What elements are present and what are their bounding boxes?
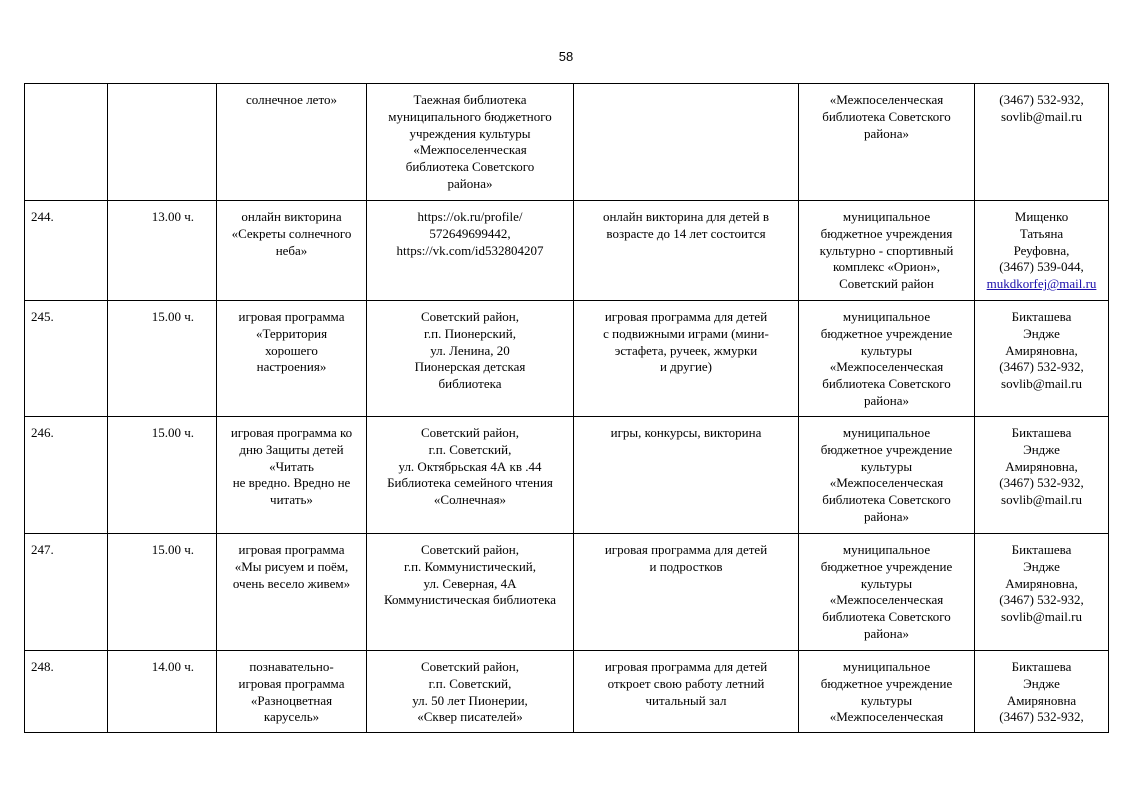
row-number: 246. [25,417,108,534]
event-title: познавательно- игровая программа «Разноцветная карусель» [217,651,367,733]
row-number: 244. [25,201,108,301]
table-row [25,84,1109,201]
contact-text: Бикташева Эндже Амиряновна, (3467) 532-932, sovlib@mail.ru [999,542,1084,625]
event-place: https://ok.ru/profile/ 572649699442, https://vk.com/id532804207 [367,201,574,301]
event-place: Советский район, г.п. Советский, ул. Октябрьская 4А кв .44 Библиотека семейного чтения «Солнечная» [367,417,574,534]
contact-text: (3467) 532-932, sovlib@mail.ru [999,92,1084,124]
event-contact [975,534,1109,651]
event-time: 14.00 ч. [108,651,217,733]
contact-text: Бикташева Эндже Амиряновна, (3467) 532-932, sovlib@mail.ru [999,309,1084,392]
event-description [574,84,799,201]
event-time: 15.00 ч. [108,534,217,651]
event-contact [975,651,1109,733]
page-number: 58 [558,49,574,64]
event-description: игровая программа для детей с подвижными играми (мини- эстафета, ручеек, жмурки и другие) [574,301,799,417]
event-title: игровая программа ко дню Защиты детей «Читать не вредно. Вредно не читать» [217,417,367,534]
event-organizer: муниципальное бюджетное учреждение культуры «Межпоселенческая библиотека Советского района» [799,417,975,534]
event-contact [975,201,1109,301]
event-contact [975,417,1109,534]
event-contact [975,84,1109,201]
event-description: игры, конкурсы, викторина [574,417,799,534]
event-title: игровая программа «Мы рисуем и поём, очень весело живем» [217,534,367,651]
event-organizer: муниципальное бюджетное учреждение культуры «Межпоселенческая библиотека Советского района» [799,534,975,651]
event-organizer: муниципальное бюджетное учреждения культурно - спортивный комплекс «Орион», Советский район [799,201,975,301]
event-description: онлайн викторина для детей в возрасте до 14 лет состоится [574,201,799,301]
events-table [24,83,1109,733]
event-time: 13.00 ч. [108,201,217,301]
event-organizer: муниципальное бюджетное учреждение культуры «Межпоселенческая библиотека Советского района» [799,301,975,417]
event-place: Советский район, г.п. Советский, ул. 50 лет Пионерии, «Сквер писателей» [367,651,574,733]
event-contact [975,301,1109,417]
contact-email-link[interactable]: mukdkorfej@mail.ru [986,276,1097,292]
event-organizer: муниципальное бюджетное учреждение культуры «Межпоселенческая [799,651,975,733]
event-time: 15.00 ч. [108,417,217,534]
row-number [25,84,108,201]
contact-text: Бикташева Эндже Амиряновна, (3467) 532-932, sovlib@mail.ru [999,425,1084,508]
contact-text: Мищенко Татьяна Реуфовна, (3467) 539-044, [999,209,1084,275]
row-number: 245. [25,301,108,417]
event-time: 15.00 ч. [108,301,217,417]
contact-text: Бикташева Эндже Амиряновна (3467) 532-932, [999,659,1084,725]
table-row [25,651,1109,733]
event-title: игровая программа «Территория хорошего настроения» [217,301,367,417]
event-description: игровая программа для детей откроет свою работу летний читальный зал [574,651,799,733]
table-row [25,301,1109,417]
event-title: солнечное лето» [217,84,367,201]
event-organizer: «Межпоселенческая библиотека Советского района» [799,84,975,201]
row-number: 247. [25,534,108,651]
table-row [25,534,1109,651]
event-description: игровая программа для детей и подростков [574,534,799,651]
event-place: Таежная библиотека муниципального бюджетного учреждения культуры «Межпоселенческая библиотека Советского района» [367,84,574,201]
event-place: Советский район, г.п. Коммунистический, ул. Северная, 4А Коммунистическая библиотека [367,534,574,651]
event-place: Советский район, г.п. Пионерский, ул. Ленина, 20 Пионерская детская библиотека [367,301,574,417]
table-row [25,201,1109,301]
event-title: онлайн викторина «Секреты солнечного неба» [217,201,367,301]
row-number: 248. [25,651,108,733]
event-time [108,84,217,201]
table-row [25,417,1109,534]
